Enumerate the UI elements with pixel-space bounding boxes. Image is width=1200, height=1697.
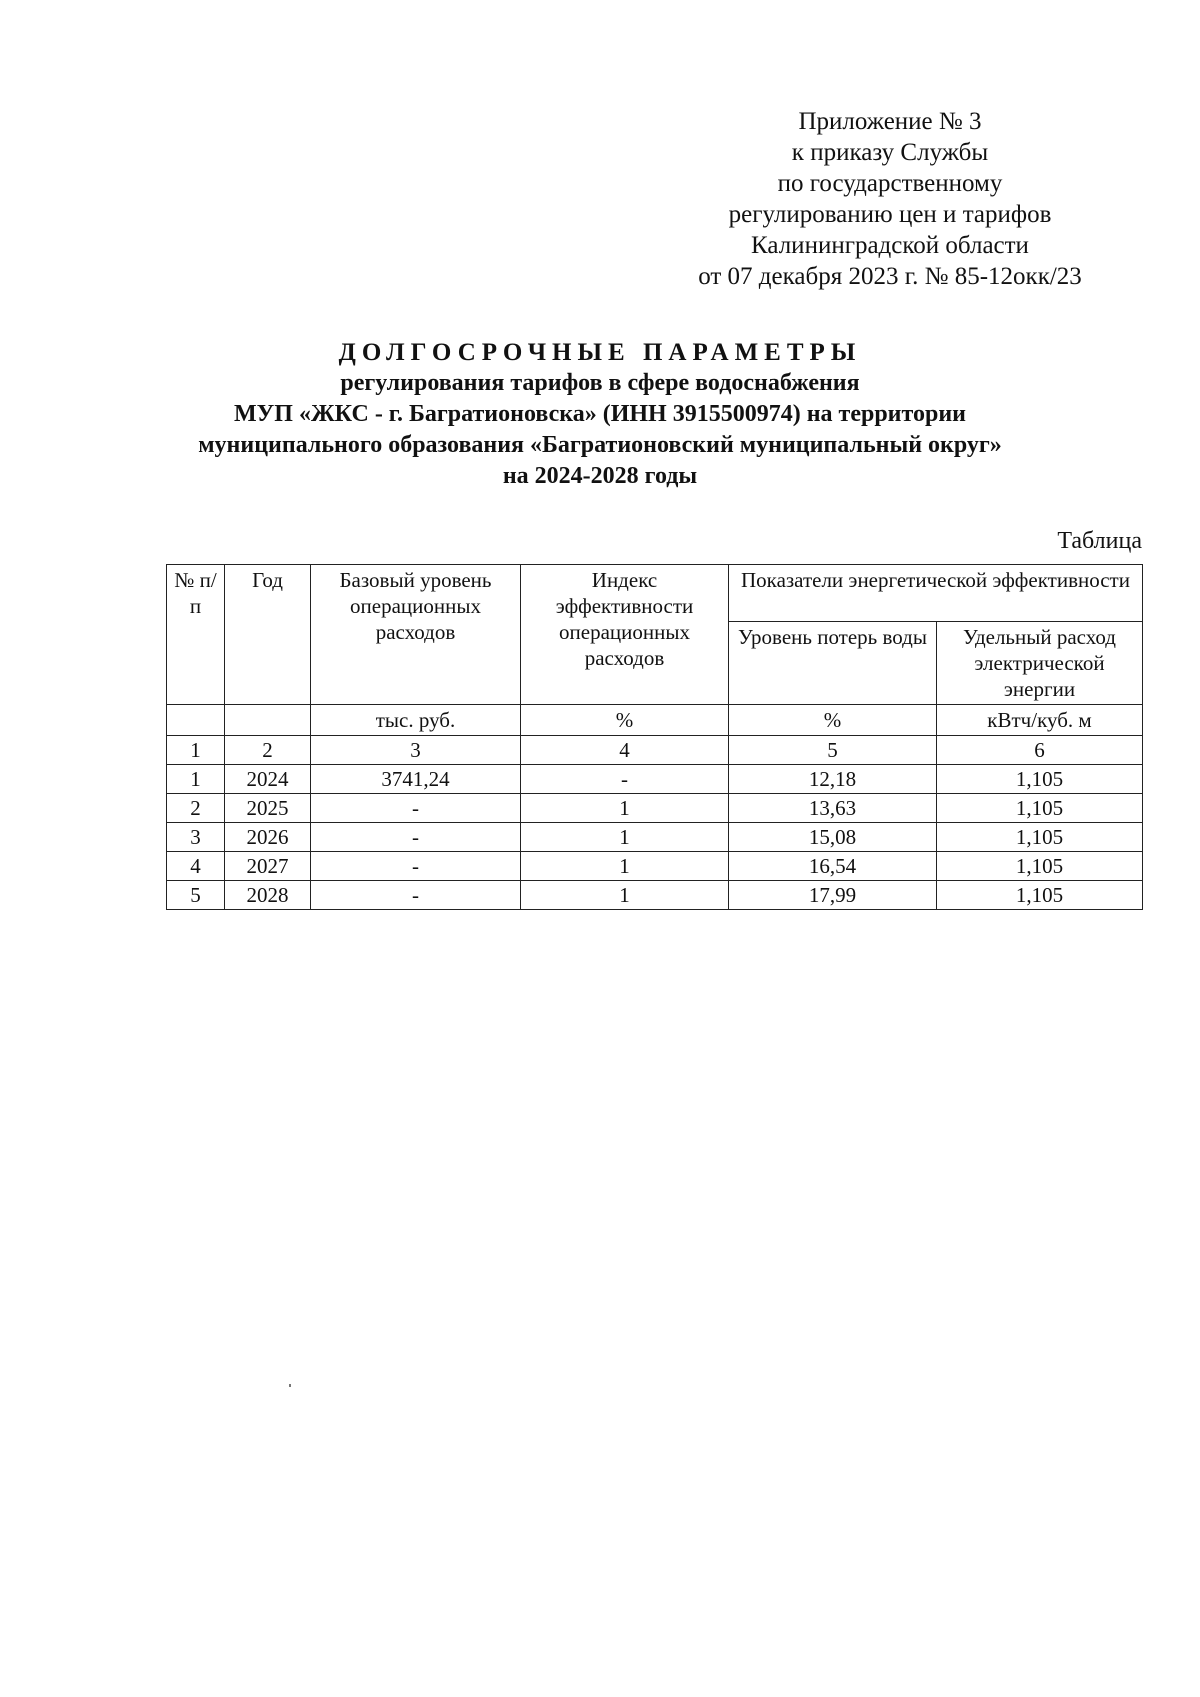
title-line: МУП «ЖКС - г. Багратионовска» (ИНН 3915500974) на территории [234,401,966,427]
table-row [167,823,1143,852]
document-title [100,337,1100,492]
column-number: 4 [521,736,729,765]
table-row [167,852,1143,881]
cell-index: - [521,765,729,794]
title-line: муниципального образования «Багратионовский муниципальный округ» [198,432,1002,458]
cell-year: 2028 [225,881,311,910]
cell-loss: 16,54 [729,852,937,881]
cell-power: 1,105 [937,765,1143,794]
cell-year: 2027 [225,852,311,881]
unit-water-loss: % [729,705,937,736]
cell-year: 2024 [225,765,311,794]
appendix-block [640,106,1140,292]
unit-efficiency-index: % [521,705,729,736]
header-energy-group: Показатели энергетической эффективности [729,565,1143,622]
appendix-line: Приложение № 3 [798,108,982,135]
column-number: 2 [225,736,311,765]
cell-loss: 12,18 [729,765,937,794]
parameters-table [166,564,1143,910]
cell-loss: 17,99 [729,881,937,910]
table-row [167,794,1143,823]
title-line: на 2024-2028 годы [502,463,698,489]
scan-speck [289,1384,291,1387]
header-row [167,565,1143,622]
appendix-line: по государственному [777,170,1003,197]
header-base-level: Базовый уровень операционных расходов [311,565,521,705]
appendix-line: от 07 декабря 2023 г. № 85-12окк/23 [698,263,1082,290]
column-number: 3 [311,736,521,765]
cell-base: 3741,24 [311,765,521,794]
cell-index: 1 [521,881,729,910]
table-caption: Таблица [1057,528,1142,554]
title-main: ДОЛГОСРОЧНЫЕ ПАРАМЕТРЫ [338,339,862,366]
appendix-line: регулированию цен и тарифов [728,201,1052,228]
cell-num: 1 [167,765,225,794]
cell-num: 4 [167,852,225,881]
appendix-line: к приказу Службы [791,139,989,166]
cell-num: 2 [167,794,225,823]
cell-power: 1,105 [937,794,1143,823]
cell-base: - [311,881,521,910]
cell-loss: 13,63 [729,794,937,823]
cell-power: 1,105 [937,881,1143,910]
cell-loss: 15,08 [729,823,937,852]
column-number: 6 [937,736,1143,765]
cell-year: 2025 [225,794,311,823]
appendix-line: Калининградской области [751,232,1029,259]
cell-num: 3 [167,823,225,852]
cell-index: 1 [521,794,729,823]
unit-cell [167,705,225,736]
table-row [167,881,1143,910]
header-year: Год [225,565,311,705]
header-power-consumption: Удельный расход электрической энергии [937,622,1143,705]
unit-base-level: тыс. руб. [311,705,521,736]
cell-base: - [311,823,521,852]
cell-power: 1,105 [937,852,1143,881]
unit-power-consumption: кВтч/куб. м [937,705,1143,736]
cell-base: - [311,852,521,881]
units-row [167,705,1143,736]
cell-power: 1,105 [937,823,1143,852]
cell-year: 2026 [225,823,311,852]
cell-index: 1 [521,823,729,852]
header-water-loss: Уровень потерь воды [729,622,937,705]
unit-cell [225,705,311,736]
column-number: 5 [729,736,937,765]
title-line: регулирования тарифов в сфере водоснабжения [340,370,860,396]
cell-num: 5 [167,881,225,910]
header-efficiency-index: Индекс эффективности операционных расходов [521,565,729,705]
cell-index: 1 [521,852,729,881]
column-number: 1 [167,736,225,765]
header-num: № п/п [167,565,225,705]
cell-base: - [311,794,521,823]
table-row [167,765,1143,794]
column-numbers-row [167,736,1143,765]
